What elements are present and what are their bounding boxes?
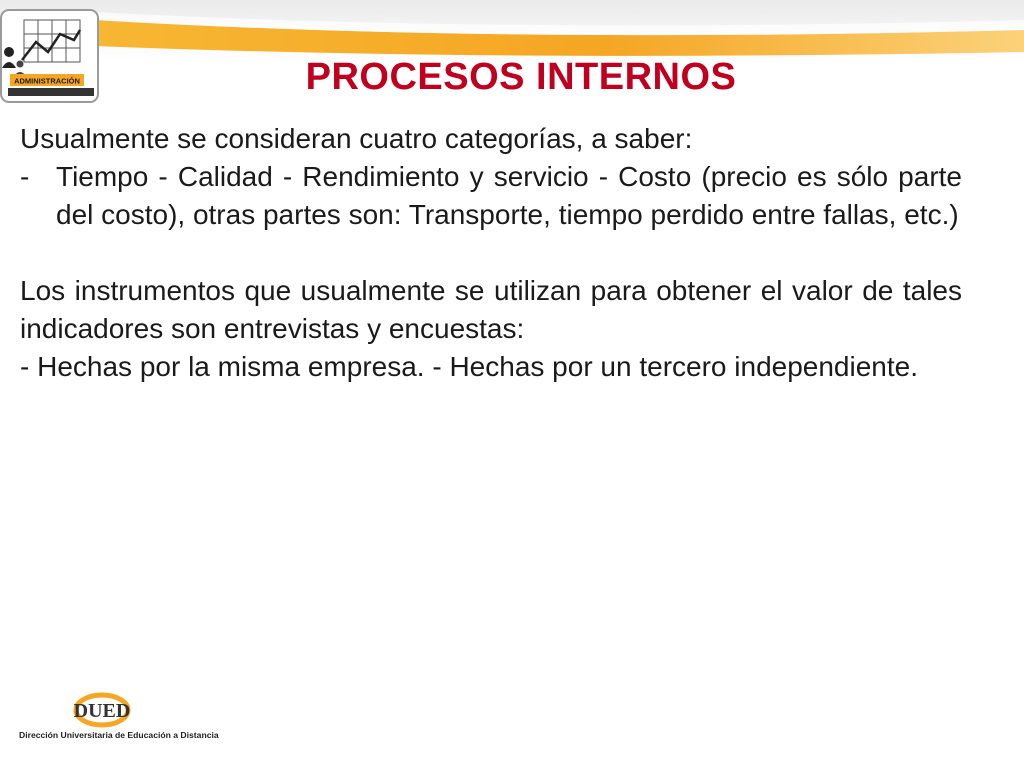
bullet-text: Tiempo - Calidad - Rendimiento y servicio - Costo (precio es sólo parte del costo), otras partes son: Transporte, tiempo perdido entre fallas, etc.): [56, 161, 962, 230]
paragraph-instruments: Los instrumentos que usualmente se utilizan para obtener el valor de tales indicadores son entrevistas y encuestas:: [20, 275, 962, 344]
intro-text: Usualmente se consideran cuatro categorías, a saber:: [20, 123, 693, 154]
dued-logo-text: DUED: [73, 700, 131, 722]
bullet-item: [20, 158, 962, 234]
bullet-marker: -: [20, 161, 30, 192]
paragraph-spacer: [20, 234, 962, 272]
slide-content: [20, 120, 962, 386]
page-title: PROCESOS INTERNOS: [305, 56, 737, 98]
logo-label: ADMINISTRACIÓN: [14, 76, 80, 86]
footer-caption: Dirección Universitaria de Educación a Distancia: [19, 730, 219, 740]
paragraph-options: - Hechas por la misma empresa. - Hechas por un tercero independiente.: [20, 351, 918, 382]
